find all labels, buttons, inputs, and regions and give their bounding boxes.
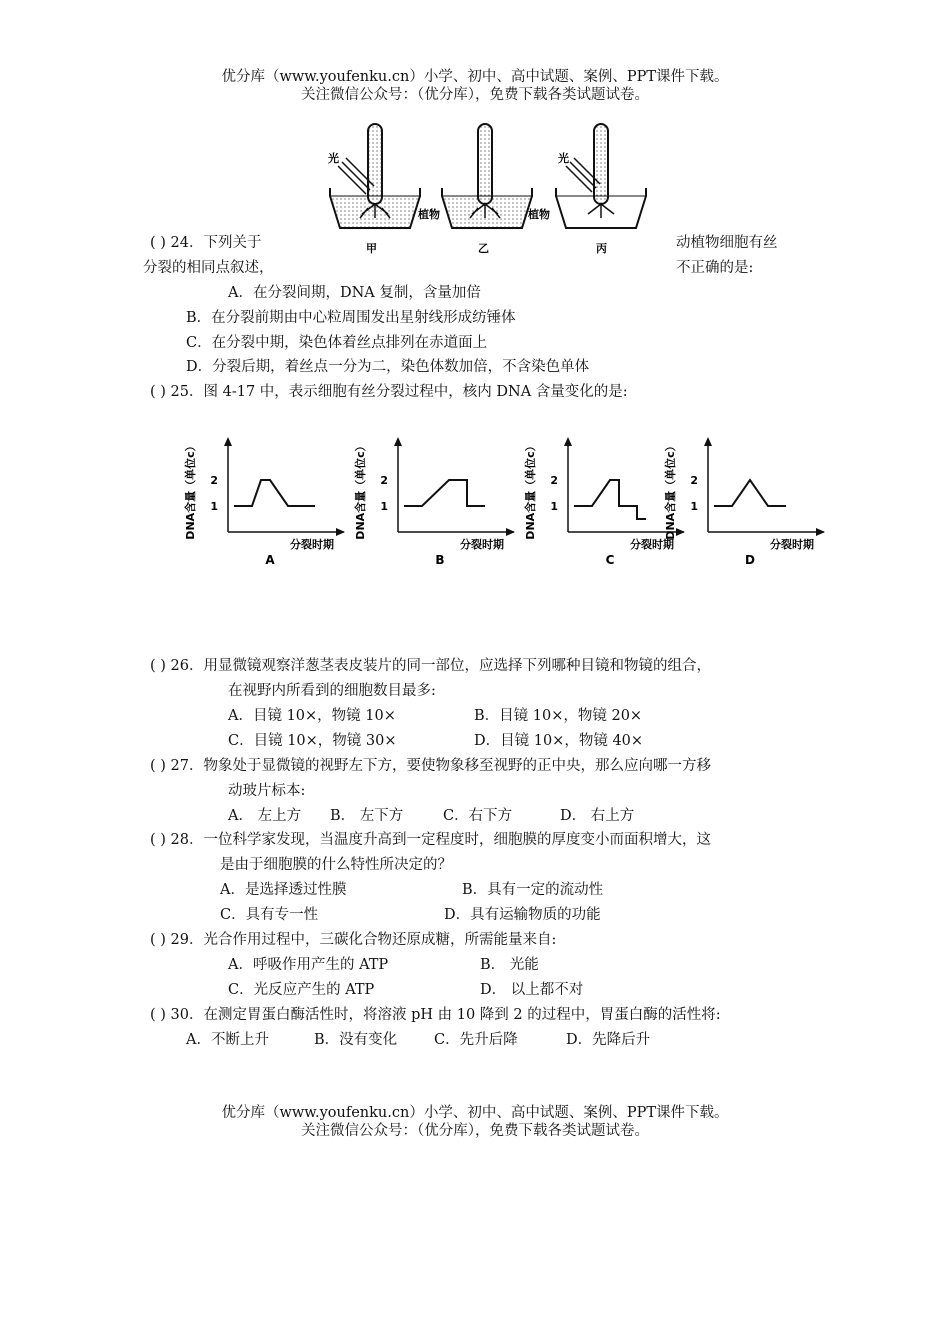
beaker-jia (330, 124, 420, 228)
dna-series-line (404, 480, 485, 506)
q30-option-c: C．先升后降 (434, 1032, 518, 1048)
chart-letter-label: A (265, 553, 275, 567)
y-tick-label: 2 (210, 474, 218, 487)
dna-chart-C (523, 437, 685, 567)
q26-stem-1: ( ) 26．用显微镜观察洋葱茎表皮装片的同一部位，应选择下列哪种目镜和物镜的组合， (150, 658, 711, 674)
q29-stem: ( ) 29．光合作用过程中，三碳化合物还原成糖，所需能量来自: (150, 932, 557, 948)
q28-option-d: D．具有运输物质的功能 (444, 907, 601, 923)
q24-option-a: A．在分裂间期，DNA 复制，含量加倍 (228, 285, 481, 301)
q26-option-c: C．目镜 10×，物镜 30× (228, 733, 397, 749)
y-axis-arrow (564, 437, 572, 446)
chart-letter-label: D (745, 553, 755, 567)
y-axis-label: DNA含量（单位c） (184, 440, 197, 540)
q28-stem-1: ( ) 28．一位科学家发现，当温度升高到一定程度时，细胞膜的厚度变小而面积增大，这 (150, 832, 711, 848)
y-tick-label: 2 (550, 474, 558, 487)
q24-stem-a: ( ) 24．下列关于 (150, 235, 262, 251)
q27-option-a: A． 左上方 (228, 808, 302, 824)
q29-option-d: D． 以上都不对 (480, 982, 584, 998)
dna-chart-D (663, 437, 825, 567)
q27-stem-2: 动玻片标本: (228, 783, 306, 799)
plant-label-2: 植物 (528, 208, 550, 221)
x-axis-label: 分裂时期 (460, 538, 504, 551)
x-axis-arrow (816, 528, 825, 536)
q26-option-d: D．目镜 10×，物镜 40× (474, 733, 644, 749)
light-label-bing: 光 (558, 152, 569, 165)
dna-charts-figure (180, 432, 830, 572)
q28-option-a: A．是选择透过性膜 (220, 882, 347, 898)
chart-letter-label: C (605, 553, 615, 567)
tube-label-jia: 甲 (366, 242, 377, 255)
light-label-jia: 光 (328, 152, 339, 165)
q28-option-c: C．具有专一性 (220, 907, 319, 923)
x-axis-label: 分裂时期 (770, 538, 814, 551)
x-axis-arrow (676, 528, 685, 536)
y-tick-label: 1 (690, 500, 698, 513)
y-axis-label: DNA含量（单位c） (524, 440, 537, 540)
q26-option-b: B．目镜 10×，物镜 20× (474, 708, 643, 724)
q24-option-d: D．分裂后期，着丝点一分为二，染色体数加倍，不含染色单体 (186, 359, 590, 375)
q29-option-c: C．光反应产生的 ATP (228, 982, 375, 998)
q25-stem: ( ) 25．图 4-17 中，表示细胞有丝分裂过程中，核内 DNA 含量变化的是: (150, 384, 628, 400)
x-axis-arrow (506, 528, 515, 536)
dna-chart-B (353, 437, 515, 567)
tube-label-bing: 丙 (596, 242, 607, 255)
y-tick-label: 2 (380, 474, 388, 487)
x-axis-label: 分裂时期 (630, 538, 674, 551)
y-tick-label: 1 (550, 500, 558, 513)
q24-option-b: B．在分裂前期由中心粒周围发出星射线形成纺锤体 (186, 310, 516, 326)
q26-stem-2: 在视野内所看到的细胞数目最多: (228, 683, 436, 699)
chart-letter-label: B (435, 553, 445, 567)
y-axis-label: DNA含量（单位c） (664, 440, 677, 540)
footer-line-1: 优分库（www.youfenku.cn）小学、初中、高中试题、案例、PPT课件下载。 (221, 1105, 729, 1121)
q29-option-a: A．呼吸作用产生的 ATP (228, 957, 389, 973)
y-axis-label: DNA含量（单位c） (354, 440, 367, 540)
y-tick-label: 1 (210, 500, 218, 513)
x-axis-arrow (336, 528, 345, 536)
q27-option-d: D． 右上方 (560, 808, 635, 824)
y-axis-arrow (394, 437, 402, 446)
q28-stem-2: 是由于细胞膜的什么特性所决定的？ (220, 857, 452, 873)
y-tick-label: 2 (690, 474, 698, 487)
q27-option-b: B． 左下方 (330, 808, 404, 824)
footer-line-2: 关注微信公众号：（优分库），免费下载各类试题试卷。 (301, 1123, 649, 1139)
dna-series-line (714, 480, 786, 506)
q30-option-a: A．不断上升 (186, 1032, 269, 1048)
q27-option-c: C．右下方 (443, 808, 513, 824)
dna-series-line (234, 480, 315, 506)
q24-stem-c: 分裂的相同点叙述， (143, 260, 274, 276)
y-tick-label: 1 (380, 500, 388, 513)
q30-option-b: B．没有变化 (314, 1032, 398, 1048)
q29-option-b: B． 光能 (480, 957, 539, 973)
beaker-yi (442, 124, 532, 228)
x-axis-label: 分裂时期 (290, 538, 334, 551)
q26-option-a: A．目镜 10×，物镜 10× (228, 708, 396, 724)
header-line-2: 关注微信公众号：（优分库），免费下载各类试题试卷。 (301, 87, 649, 103)
q24-stem-b: 动植物细胞有丝 (676, 235, 778, 251)
test-tube-figure (320, 118, 660, 258)
plant-label-1: 植物 (418, 208, 440, 221)
y-axis-arrow (224, 437, 232, 446)
dna-chart-A (183, 437, 345, 567)
tube-label-yi: 乙 (478, 242, 489, 255)
q30-option-d: D．先降后升 (566, 1032, 651, 1048)
header-line-1: 优分库（www.youfenku.cn）小学、初中、高中试题、案例、PPT课件下载。 (221, 69, 729, 85)
dna-series-line (574, 480, 646, 519)
beaker-bing (556, 124, 646, 228)
q24-option-c: C．在分裂中期，染色体着丝点排列在赤道面上 (186, 335, 488, 351)
q27-stem-1: ( ) 27．物象处于显微镜的视野左下方，要使物象移至视野的正中央，那么应向哪一方移 (150, 758, 711, 774)
q24-stem-d: 不正确的是: (676, 260, 754, 276)
y-axis-arrow (704, 437, 712, 446)
q28-option-b: B．具有一定的流动性 (462, 882, 604, 898)
q30-stem: ( ) 30．在测定胃蛋白酶活性时，将溶液 pH 由 10 降到 2 的过程中，胃蛋白酶的活性将: (150, 1007, 721, 1023)
